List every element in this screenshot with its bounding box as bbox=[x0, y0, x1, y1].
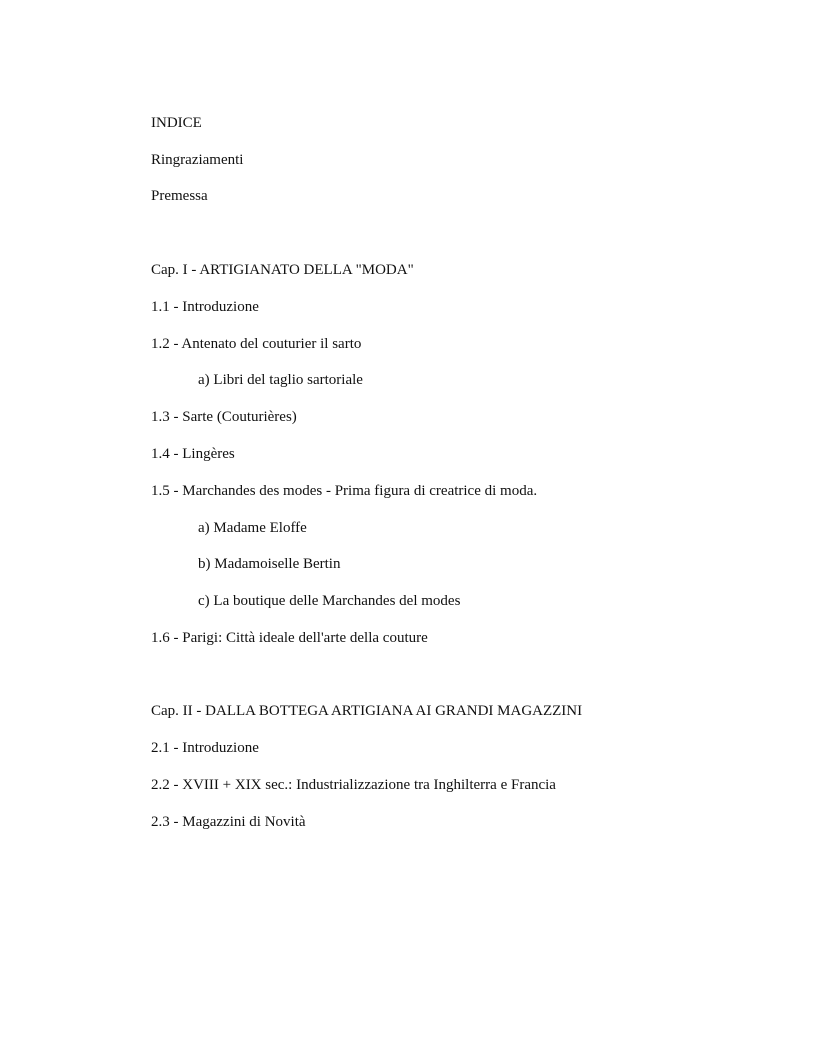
toc-entry-acknowledgements: Ringraziamenti bbox=[151, 152, 244, 168]
toc-subentry-1-5-a: a) Madame Eloffe bbox=[198, 520, 307, 536]
toc-entry-2-2: 2.2 - XVIII + XIX sec.: Industrializzazione tra Inghilterra e Francia bbox=[151, 777, 556, 793]
toc-entry-1-1: 1.1 - Introduzione bbox=[151, 299, 259, 315]
toc-entry-2-1: 2.1 - Introduzione bbox=[151, 740, 259, 756]
index-title: INDICE bbox=[151, 115, 202, 131]
toc-subentry-1-5-b: b) Madamoiselle Bertin bbox=[198, 556, 341, 572]
chapter-2-heading: Cap. II - DALLA BOTTEGA ARTIGIANA AI GRANDI MAGAZZINI bbox=[151, 703, 583, 719]
toc-entry-1-4: 1.4 - Lingères bbox=[151, 446, 235, 462]
toc-entry-1-3: 1.3 - Sarte (Couturières) bbox=[151, 409, 297, 425]
toc-entry-1-5: 1.5 - Marchandes des modes - Prima figura di creatrice di moda. bbox=[151, 483, 538, 499]
toc-subentry-1-2-a: a) Libri del taglio sartoriale bbox=[198, 372, 363, 388]
chapter-1-heading: Cap. I - ARTIGIANATO DELLA "MODA" bbox=[151, 262, 414, 278]
toc-entry-preface: Premessa bbox=[151, 188, 208, 204]
toc-entry-1-2: 1.2 - Antenato del couturier il sarto bbox=[151, 336, 362, 352]
toc-entry-1-6: 1.6 - Parigi: Città ideale dell'arte della couture bbox=[151, 630, 428, 646]
toc-entry-2-3: 2.3 - Magazzini di Novità bbox=[151, 814, 306, 830]
toc-subentry-1-5-c: c) La boutique delle Marchandes del modes bbox=[198, 593, 461, 609]
